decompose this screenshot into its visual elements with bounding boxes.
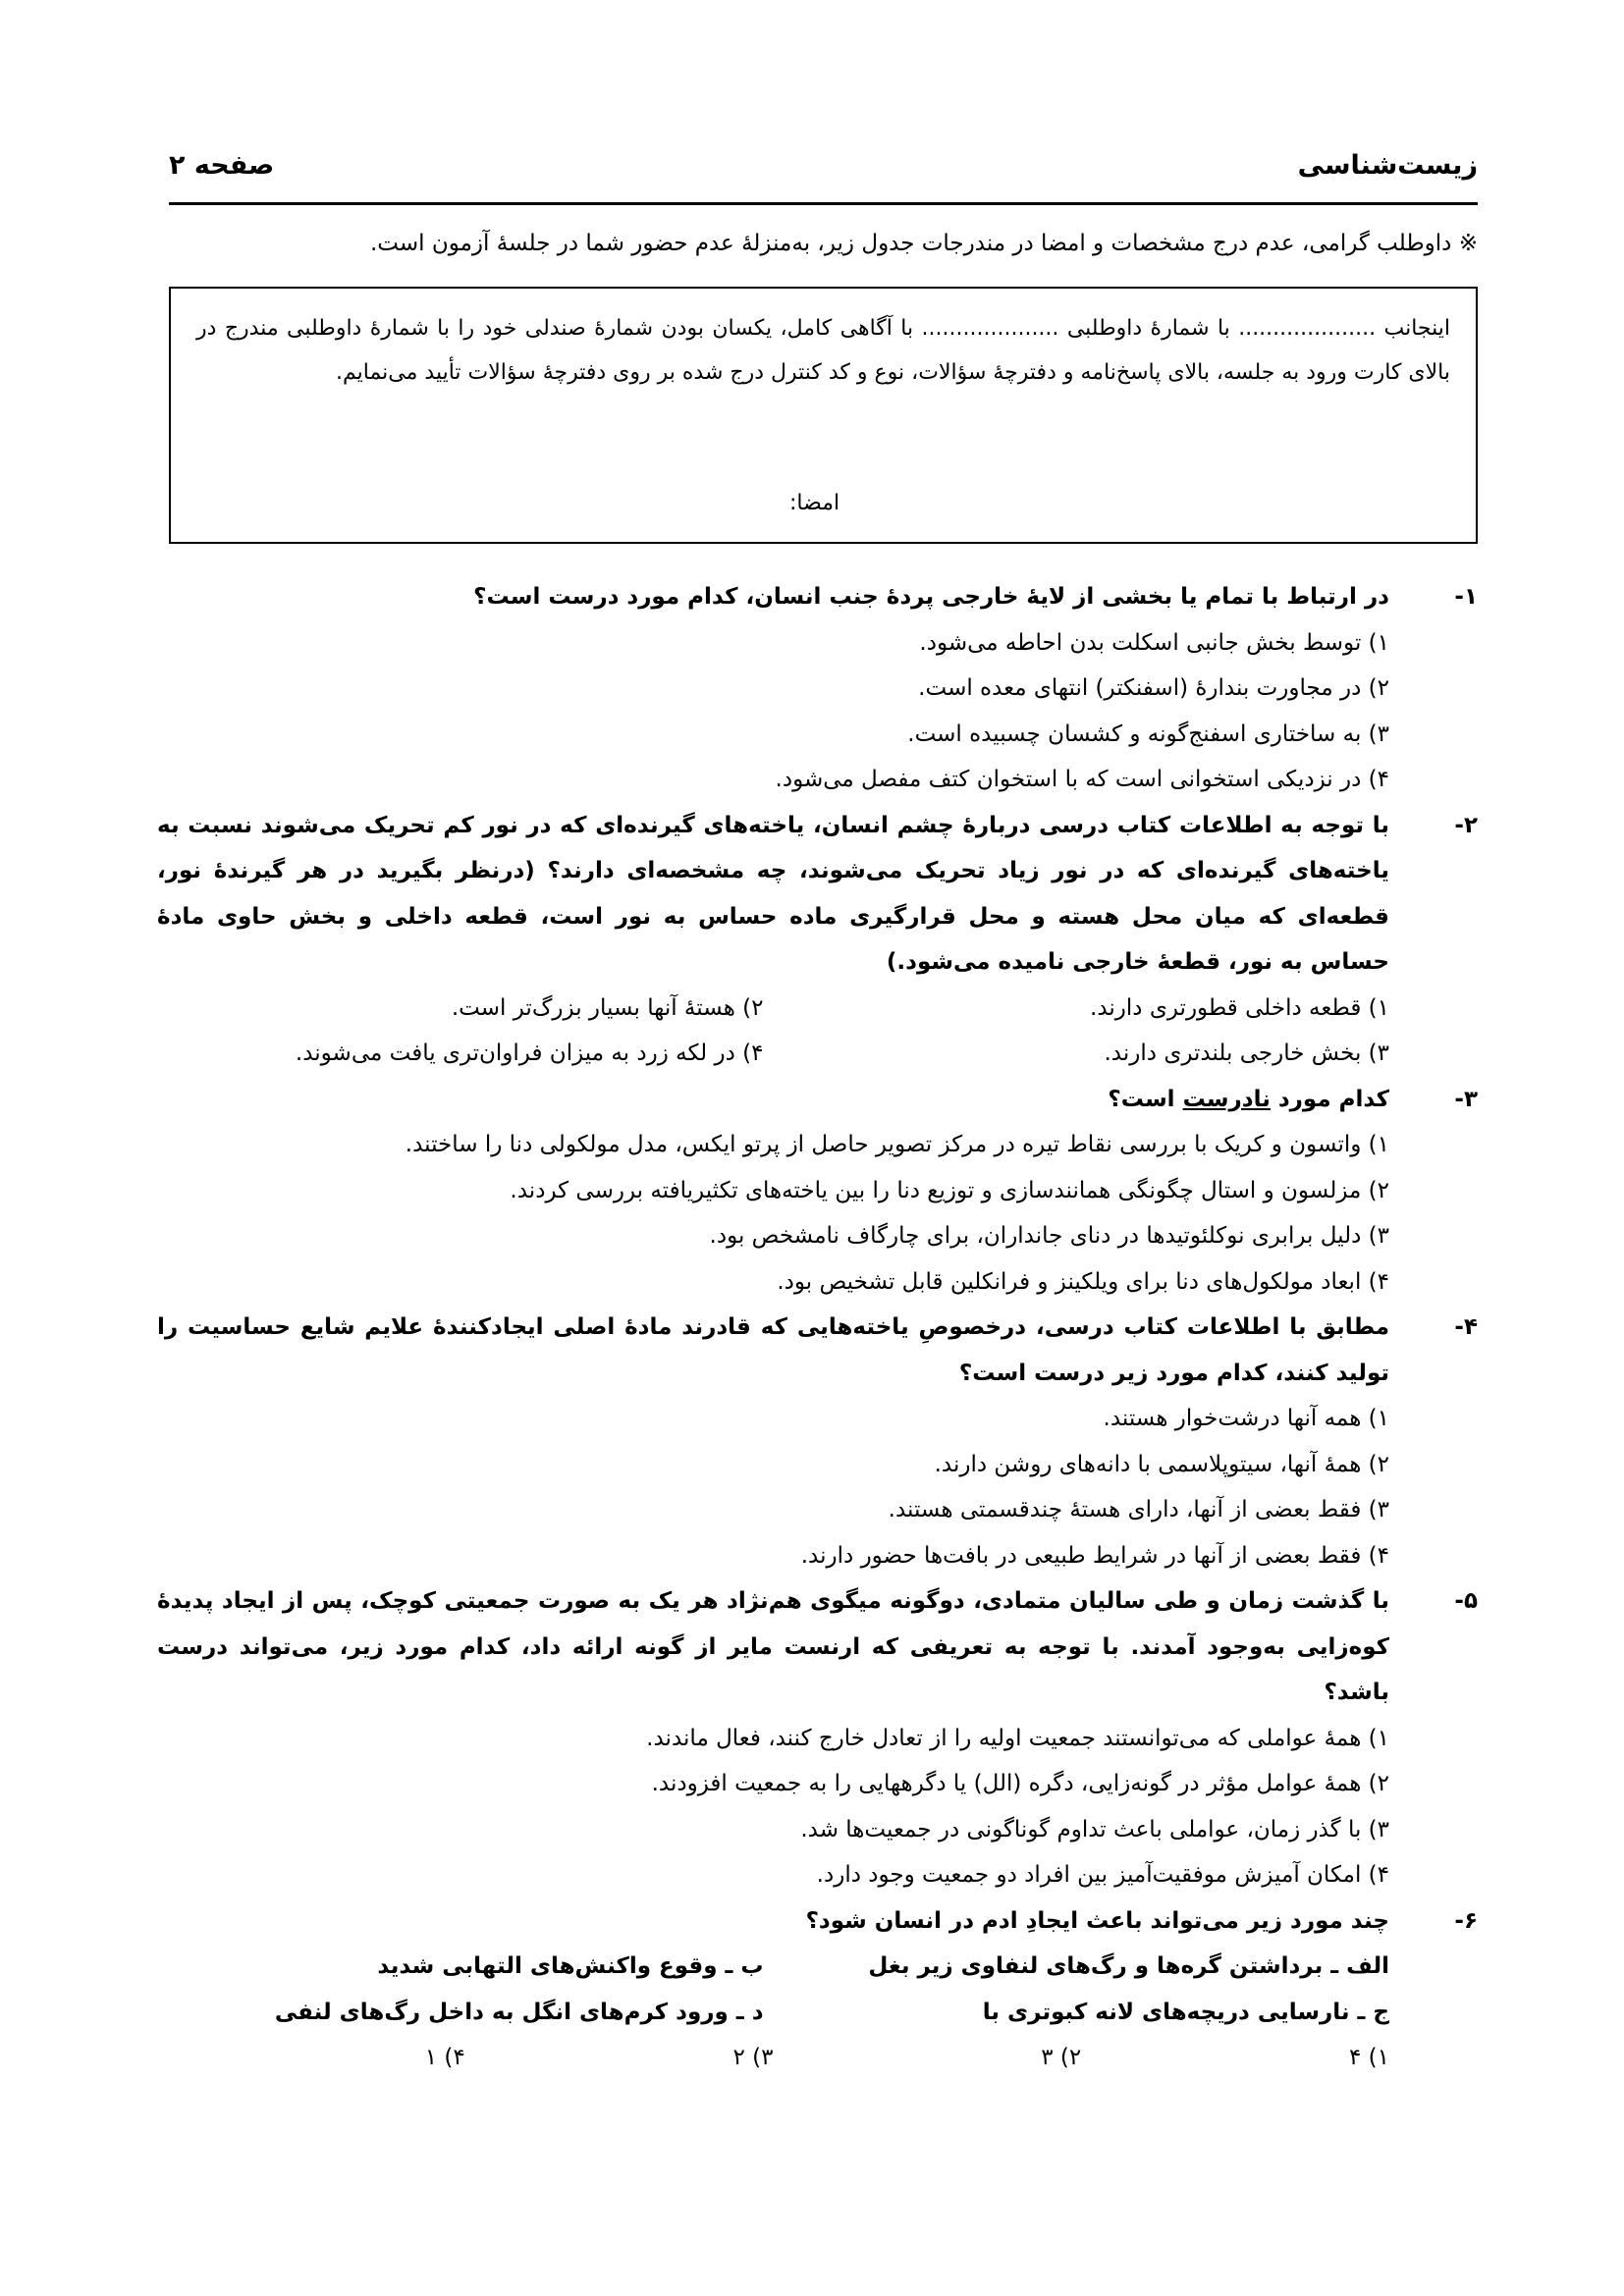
option-1: ۱) واتسون و کریک با بررسی نقاط تیره در مرکز تصویر حاصل از پرتو ایکس، مدل مولکولی دنا را ساختند. [405,1132,1389,1157]
option-2: ۲) ۳ [1041,2045,1082,2070]
option-4: ۴) ابعاد مولکول‌های دنا برای ویلکینز و فرانکلین قابل تشخیص بود. [777,1268,1389,1295]
statement-jim: ج ـ نارسایی دریچه‌های لانه کبوتری با [982,1999,1389,2025]
option-2: ۲) مزلسون و استال چگونگی همانندسازی و توزیع دنا را بین یاخته‌های تکثیریافته بررسی کردند. [510,1177,1389,1203]
statement-dal: د ـ ورود کرم‌های انگل به داخل رگ‌های لنفی [274,1999,764,2025]
question-number: ۴- [1454,1314,1478,1340]
candidate-notice: ※ داوطلب گرامی، عدم درج مشخصات و امضا در مندرجات جدول زیر، به‌منزلهٔ عدم حضور شما در جلسهٔ آزمون است. [369,231,1478,256]
stem-part: کدام مورد [1270,1086,1389,1112]
option-1: ۱) ۴ [1348,2045,1389,2070]
option-3: ۳) ۲ [732,2045,774,2070]
option-1: ۱) توسط بخش جانبی اسکلت بدن احاطه می‌شود. [919,629,1389,656]
question-number: ۳- [1454,1086,1478,1112]
option-1: ۱) همهٔ عواملی که می‌توانستند جمعیت اولیه را از تعادل خارج کنند، فعال ماندند. [646,1725,1389,1751]
question-number: ۱- [1454,584,1478,610]
declaration-text: اینجانب .................... با شمارهٔ داوطلبی .................... با آگاهی کامل، یکسان بودن شمارهٔ صندلی خود را با شمارهٔ داوطلبی مندرج در بالای کارت ورود به جلسه، بالای پاسخ‌نامه و دفترچهٔ سؤالات، نوع و کد کنترل درج شده بر روی دفترچهٔ سؤالات تأیید می‌نمایم. [196,316,1450,385]
question-stem: در ارتباط با تمام یا بخشی از لایهٔ خارجی پردهٔ جنب انسان، کدام مورد درست است؟ [473,584,1389,610]
stem-emphasis: نادرست [1182,1086,1271,1112]
statement-alef: الف ـ برداشتن گره‌ها و رگ‌های لنفاوی زیر بغل [868,1953,1389,1979]
signature-label: امضا: [789,491,840,515]
question-stem: مطابق با اطلاعات کتاب درسی، درخصوصِ یاخته‌هایی که قادرند مادهٔ اصلی ایجادکنندهٔ علایم شایع حساسیت را تولید کنند، کدام مورد زیر درست است؟ [157,1314,1389,1386]
question-stem: با گذشت زمان و طی سالیان متمادی، دوگونه میگوی هم‌نژاد هر یک به صورت جمعیتی کوچک، پس از ایجاد پدیدهٔ کوه‌زایی به‌وجود آمدند. با توجه به تعریفی که ارنست مایر از گونه ارائه داد، کدام مورد زیر، می‌تواند درست باشد؟ [157,1588,1389,1705]
options-grid [157,2035,1389,2081]
question-stem [157,1077,1389,1123]
option-3: ۳) با گذر زمان، عواملی باعث تداوم گوناگونی در جمعیت‌ها شد. [800,1816,1389,1842]
stem-part: است؟ [1108,1086,1183,1112]
option-4: ۴) امکان آمیزش موفقیت‌آمیز بین افراد دو جمعیت وجود دارد. [816,1862,1389,1888]
question-number: ۶- [1454,1907,1478,1934]
declaration-box [169,287,1478,544]
question-5 [157,1578,1478,1898]
option-3: ۳) دلیل برابری نوکلئوتیدها در دنای جانداران، برای چارگاف نامشخص بود. [709,1223,1389,1249]
option-2: ۲) در مجاورت بندارهٔ (اسفنکتر) انتهای معده است. [918,675,1389,701]
statement-be: ب ـ وقوع واکنش‌های التهابی شدید [377,1953,764,1979]
question-number: ۲- [1454,812,1478,838]
question-1 [157,574,1478,803]
option-4: ۴) در لکه زرد به میزان فراوان‌تری یافت می‌شوند. [295,1041,764,1066]
question-stem: با توجه به اطلاعات کتاب درسی دربارهٔ چشم انسان، یاخته‌های گیرنده‌ای که در نور کم تحریک می‌شوند نسبت به یاخته‌های گیرنده‌ای که در نور زیاد تحریک می‌شوند، چه مشخصه‌ای دارند؟ (درنظر بگیرید در هر گیرندهٔ نور، قطعه‌ای که میان محل هسته و محل قرارگیری ماده حساس به نور است، قطعه داخلی و بخش حاوی مادهٔ حساس به نور، قطعهٔ خارجی نامیده می‌شود.) [157,812,1389,975]
question-4 [157,1305,1478,1578]
option-2: ۲) همهٔ عوامل مؤثر در گونه‌زایی، دگره (الل) یا دگرههایی را به جمعیت افزودند. [651,1771,1389,1796]
option-3: ۳) به ساختاری اسفنج‌گونه و کشسان چسبیده است. [907,721,1389,747]
page-number: صفحه ۲ [169,149,275,181]
option-4: ۴) در نزدیکی استخوانی است که با استخوان کتف مفصل می‌شود. [775,767,1389,792]
option-3: ۳) بخش خارجی بلندتری دارند. [1104,1041,1389,1066]
option-1: ۱) قطعه داخلی قطورتری دارند. [1090,994,1389,1021]
options-grid [157,986,1389,1077]
statements-grid [157,1944,1389,2035]
subject-title: زیست‌شناسی [1297,149,1478,181]
question-6 [157,1898,1478,2081]
option-2: ۲) هستهٔ آنها بسیار بزرگ‌تر است. [451,994,764,1021]
header-divider [169,202,1478,205]
option-3: ۳) فقط بعضی از آنها، دارای هستهٔ چندقسمتی هستند. [888,1497,1389,1522]
option-4: ۴) فقط بعضی از آنها در شرایط طبیعی در بافت‌ها حضور دارند. [800,1542,1389,1569]
option-4: ۴) ۱ [424,2045,465,2070]
option-1: ۱) همه آنها درشت‌خوار هستند. [1103,1406,1389,1431]
question-number: ۵- [1454,1588,1478,1614]
page-header [169,145,1478,185]
option-2: ۲) همهٔ آنها، سیتوپلاسمی با دانه‌های روشن دارند. [934,1451,1389,1477]
question-list [157,574,1478,2081]
question-3 [157,1077,1478,1306]
question-2 [157,803,1478,1077]
question-stem: چند مورد زیر می‌تواند باعث ایجادِ ادم در انسان شود؟ [805,1907,1389,1934]
